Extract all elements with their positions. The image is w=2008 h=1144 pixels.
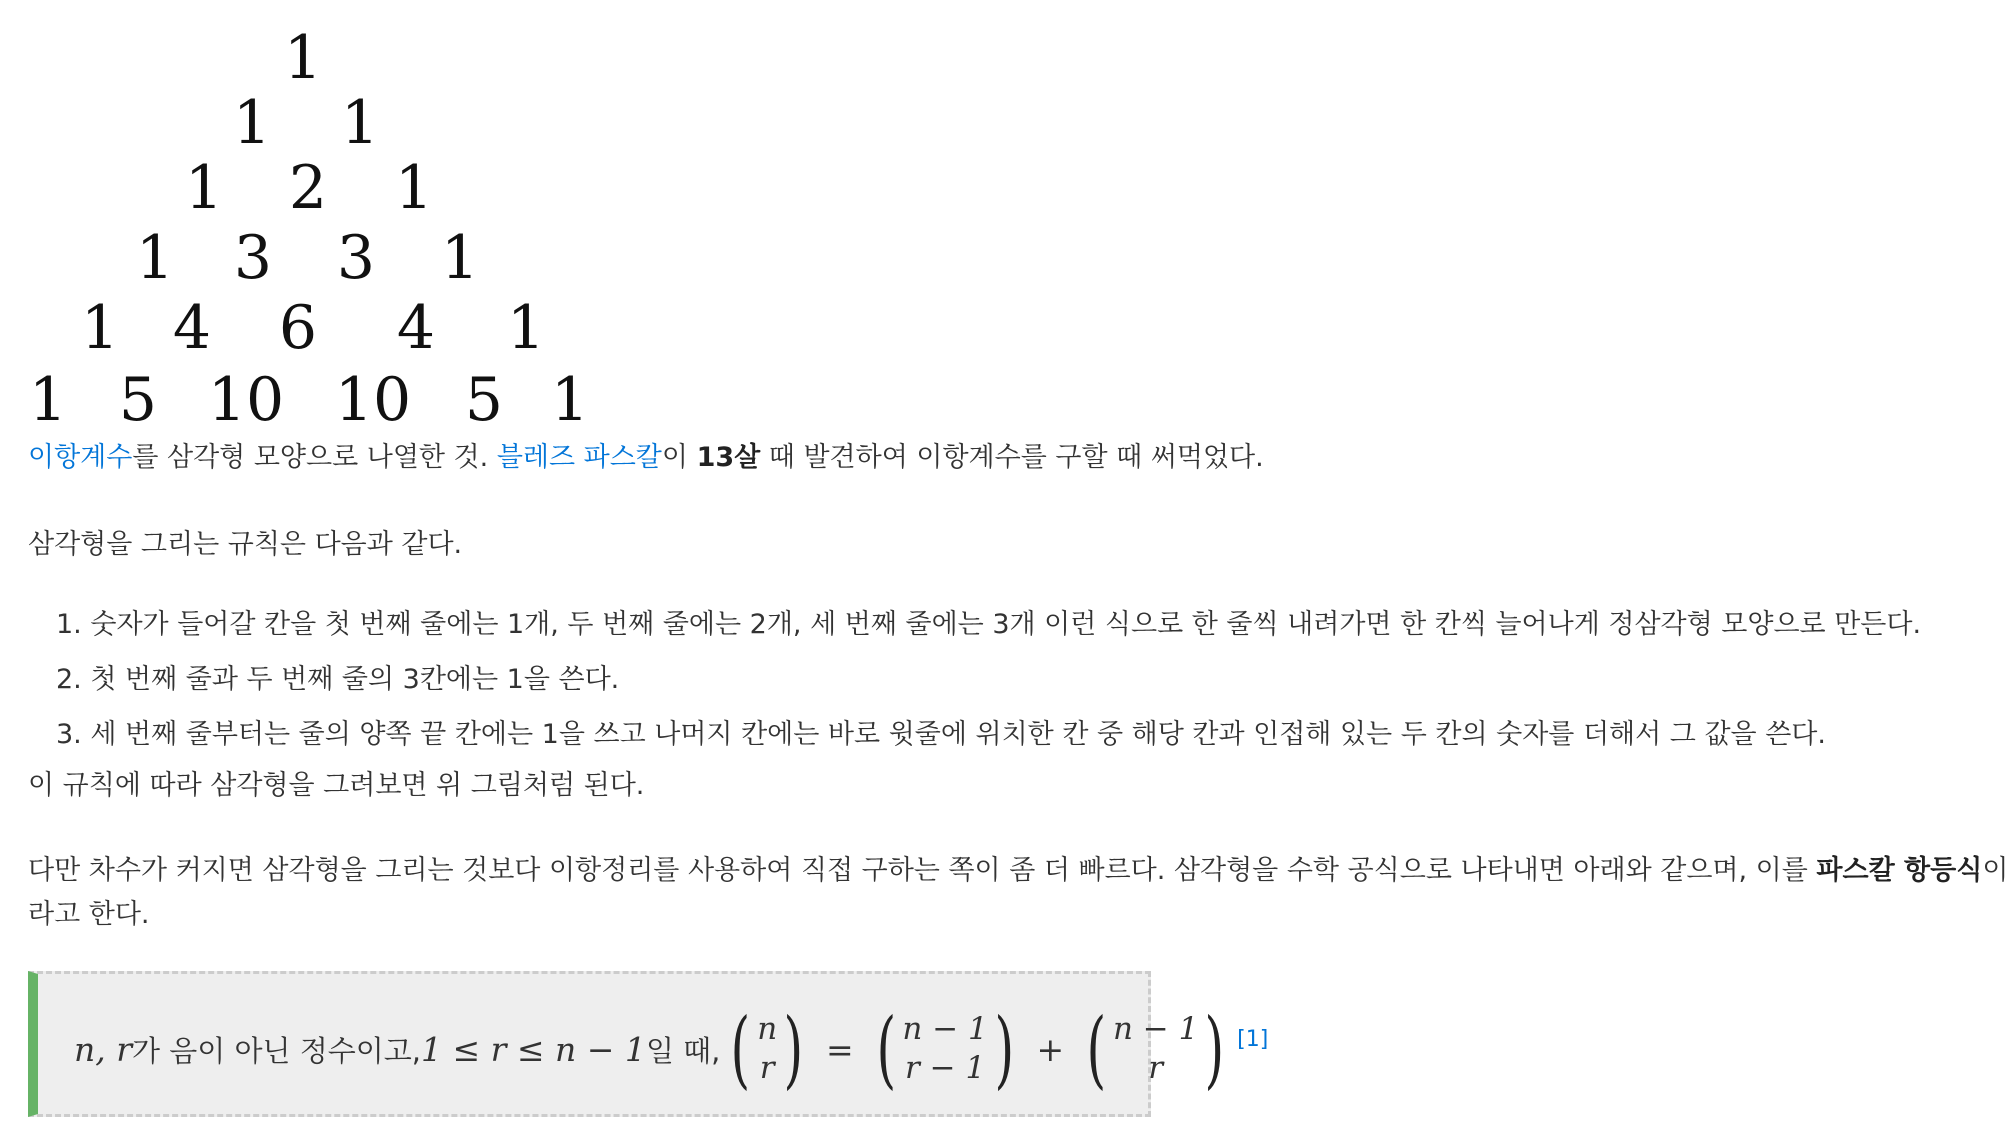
plus-sign: + (1036, 1029, 1065, 1069)
triangle-number: 10 (334, 365, 412, 435)
binomial-bottom: r (1148, 1050, 1164, 1086)
pascal-identity-paragraph-line2: 라고 한다. (28, 899, 150, 930)
equals-sign: = (825, 1029, 854, 1069)
binomial-top: n (757, 1011, 778, 1048)
formula-text: 일 때, (645, 1033, 721, 1068)
paragraph-text: 다만 차수가 커지면 삼각형을 그리는 것보다 이항정리를 사용하여 직접 구하는 쪽이 좀 더 빠르다. 삼각형을 수학 공식으로 나타내면 아래와 같으며, 이를 (28, 855, 1817, 886)
right-paren: ) (1204, 1000, 1225, 1098)
binomial-coefficient-link[interactable]: 이항계수 (28, 442, 133, 473)
triangle-number: 10 (207, 365, 285, 435)
binomial-n-1-r (1080, 1000, 1231, 1098)
triangle-number: 4 (396, 293, 436, 363)
list-item-text: 첫 번째 줄과 두 번째 줄의 3칸에는 1을 쓴다. (90, 664, 620, 695)
caption-text: 때 발견하여 이항계수를 구할 때 써먹었다. (760, 442, 1264, 473)
list-item-number: 2. (56, 664, 82, 695)
figure-caption (28, 440, 1264, 475)
pascal-triangle-figure (0, 0, 640, 440)
footnote-link[interactable]: [1] (1237, 1026, 1269, 1052)
left-paren: ( (1086, 1000, 1107, 1098)
triangle-number: 3 (233, 223, 273, 293)
list-item-number: 1. (56, 609, 82, 640)
paragraph-text: 이 (1982, 855, 2008, 886)
triangle-number: 1 (80, 293, 120, 363)
formula-variables: n, r (74, 1029, 133, 1069)
triangle-number: 5 (118, 365, 158, 435)
formula-text: 가 음이 아닌 정수이고, (132, 1033, 422, 1068)
list-item-text: 숫자가 들어갈 칸을 첫 번째 줄에는 1개, 두 번째 줄에는 2개, 세 번째 줄에는 3개 이런 식으로 한 줄씩 내려가면 한 칸씩 늘어나게 정삼각형 모양으로 만든다. (90, 609, 1922, 640)
rules-conclusion: 이 규칙에 따라 삼각형을 그려보면 위 그림처럼 된다. (28, 770, 645, 801)
binomial-bottom: r (759, 1050, 775, 1086)
binomial-top: n − 1 (902, 1011, 988, 1048)
triangle-number: 1 (135, 223, 175, 293)
rules-intro: 삼각형을 그리는 규칙은 다음과 같다. (28, 529, 463, 560)
triangle-number: 1 (340, 88, 380, 158)
right-paren: ) (994, 1000, 1014, 1098)
list-item (56, 602, 1921, 641)
triangle-number: 1 (28, 365, 68, 435)
triangle-number: 1 (283, 23, 323, 93)
list-item (56, 657, 619, 696)
triangle-number: 5 (464, 365, 504, 435)
pascal-identity-term: 파스칼 항등식 (1816, 855, 1983, 886)
formula-box (28, 971, 1269, 1117)
caption-bold-age: 13살 (696, 442, 761, 473)
left-paren: ( (730, 1000, 751, 1098)
list-item (56, 712, 1826, 751)
caption-text: 를 삼각형 모양으로 나열한 것. (132, 442, 497, 473)
caption-text: 이 (661, 442, 697, 473)
blaise-pascal-link[interactable]: 블레즈 파스칼 (496, 442, 662, 473)
triangle-number: 1 (232, 88, 272, 158)
formula-condition: 1 ≤ r ≤ n − 1 (421, 1029, 646, 1069)
triangle-number: 3 (336, 223, 376, 293)
triangle-number: 4 (172, 293, 212, 363)
pascal-identity-formula (74, 1000, 1269, 1098)
triangle-number: 6 (278, 293, 318, 363)
binomial-bottom: r − 1 (904, 1050, 986, 1086)
list-item-text: 세 번째 줄부터는 줄의 양쪽 끝 칸에는 1을 쓰고 나머지 칸에는 바로 윗줄에 위치한 칸 중 해당 칸과 인접해 있는 두 칸의 숫자를 더해서 그 값을 쓴다. (90, 719, 1826, 750)
right-paren: ) (783, 1000, 804, 1098)
triangle-number: 1 (394, 153, 434, 223)
binomial-n-1-r-1 (870, 1000, 1021, 1098)
binomial-n-r (724, 1000, 810, 1098)
binomial-top: n − 1 (1112, 1011, 1199, 1048)
list-item-number: 3. (56, 719, 82, 750)
triangle-number: 1 (550, 365, 590, 435)
triangle-number: 1 (440, 223, 480, 293)
triangle-number: 1 (506, 293, 546, 363)
pascal-identity-paragraph (28, 853, 2008, 888)
triangle-number: 2 (288, 153, 328, 223)
left-paren: ( (876, 1000, 896, 1098)
triangle-number: 1 (184, 153, 224, 223)
